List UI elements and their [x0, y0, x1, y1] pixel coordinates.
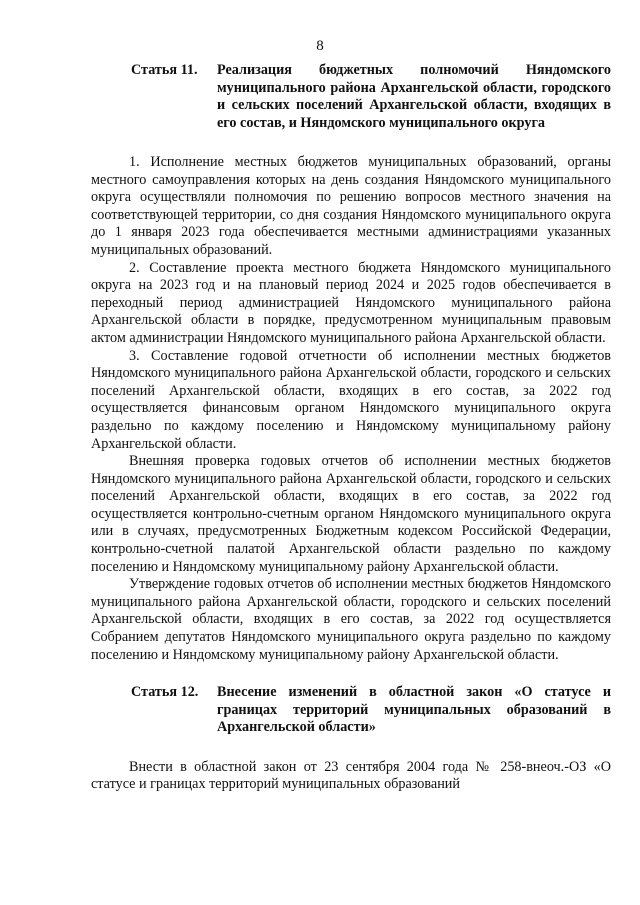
article-12-number: Статья 12. — [131, 684, 199, 701]
article-11-paragraph-5: Утверждение годовых отчетов об исполнении местных бюджетов Няндомского муниципального района Архангельской области, городского и сельских поселений Архангельской области, входящих в его состав, за 2022 год осуществляется Собранием депутатов Няндомского муниципального округа раздельно по каждому поселению и Няндомскому муниципальному району Архангельской области. — [91, 576, 611, 663]
document-body — [91, 62, 611, 794]
article-12-title: Внесение изменений в областной закон «О статусе и границах территорий муниципальных образований в Архангельской области» — [217, 684, 611, 736]
article-11-paragraph-4: Внешняя проверка годовых отчетов об исполнении местных бюджетов Няндомского муниципального района Архангельской области, городского и сельских поселений Архангельской области, входящих в его состав, за 2022 год осуществляется контрольно-счетным органом Няндомского муниципального округа или в случаях, предусмотренных Бюджетным кодексом Российской Федерации, контрольно-счетной палатой Архангельской области раздельно по каждому поселению и Няндомскому муниципальному району Архангельской области. — [91, 453, 611, 575]
article-12-heading — [91, 684, 611, 737]
article-11-paragraph-3: 3. Составление годовой отчетности об исполнении местных бюджетов Няндомского муниципального района Архангельской области, городского и сельских поселений Архангельской области, входящих в его состав, за 2022 год осуществляется финансовым органом Няндомского муниципального округа раздельно по каждому поселению и Няндомскому муниципальному району Архангельской области. — [91, 347, 611, 452]
article-11-heading — [91, 62, 611, 132]
article-11-title: Реализация бюджетных полномочий Няндомского муниципального района Архангельской области, городского и сельских поселений Архангельской области, входящих в его состав, и Няндомского муниципального округа — [217, 62, 611, 131]
article-12-paragraph-1: Внести в областной закон от 23 сентября 2004 года № 258-внеоч.-ОЗ «О статусе и границах территорий муниципальных образований — [91, 758, 611, 793]
page-number: 8 — [316, 38, 324, 54]
article-11-paragraph-1: 1. Исполнение местных бюджетов муниципальных образований, органы местного самоуправления которых на день создания Няндомского муниципального округа осуществляли полномочия по решению вопросов местного значения на соответствующей территории, со дня создания Няндомского муниципального округа до 1 января 2023 года обеспечивается местными администрациями указанных муниципальных образований. — [91, 154, 611, 258]
article-11-number: Статья 11. — [131, 62, 198, 78]
article-11-paragraph-2: 2. Составление проекта местного бюджета Няндомского муниципального округа на 2023 год и на плановый период 2024 и 2025 годов обеспечивается в переходный период администрацией Няндомского муниципального района Архангельской области в порядке, предусмотренном муниципальным правовым актом администрации Няндомского муниципального района Архангельской области. — [91, 259, 611, 346]
